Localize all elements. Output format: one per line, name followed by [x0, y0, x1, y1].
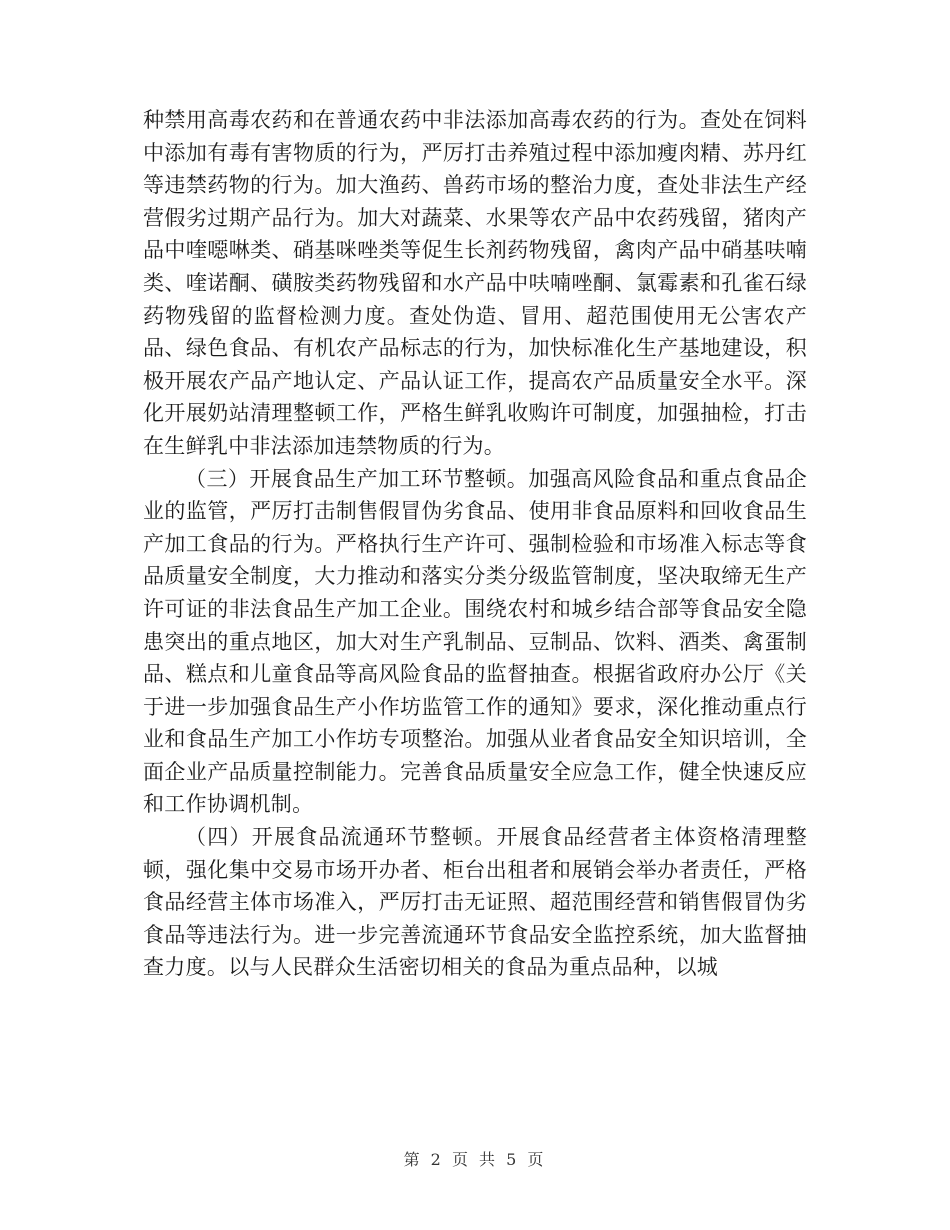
paragraph-continued: 种禁用高毒农药和在普通农药中非法添加高毒农药的行为。查处在饲料中添加有毒有害物质的行为，严厉打击养殖过程中添加瘦肉精、苏丹红等违禁药物的行为。加大渔药、兽药市场的整治力度，查处非法生产经营假劣过期产品行为。加大对蔬菜、水果等农产品中农药残留，猪肉产品中喹噁啉类、硝基咪唑类等促生长剂药物残留，禽肉产品中硝基呋喃类、喹诺酮、磺胺类药物残留和水产品中呋喃唑酮、氯霉素和孔雀石绿药物残留的监督检测力度。查处伪造、冒用、超范围使用无公害农产品、绿色食品、有机农产品标志的行为，加快标准化生产基地建设，积极开展农产品产地认定、产品认证工作，提高农产品质量安全水平。深化开展奶站清理整顿工作，严格生鲜乳收购许可制度，加强抽检，打击在生鲜乳中非法添加违禁物质的行为。 — [143, 108, 807, 458]
page-footer — [0, 1147, 950, 1170]
body-text — [143, 104, 807, 984]
paragraph-section-4: （四）开展食品流通环节整顿。开展食品经营者主体资格清理整顿，强化集中交易市场开办者、柜台出租者和展销会举办者责任，严格食品经营主体市场准入，严厉打击无证照、超范围经营和销售假冒伪劣食品等违法行为。进一步完善流通环节食品安全监控系统，加大监督抽查力度。以与人民群众生活密切相关的食品为重点品种，以城 — [143, 825, 807, 980]
page-number-label: 第 2 页 共 5 页 — [403, 1150, 547, 1169]
paragraph-section-3: （三）开展食品生产加工环节整顿。加强高风险食品和重点食品企业的监管，严厉打击制售假冒伪劣食品、使用非食品原料和回收食品生产加工食品的行为。严格执行生产许可、强制检验和市场准入标志等食品质量安全制度，大力推动和落实分类分级监管制度，坚决取缔无生产许可证的非法食品生产加工企业。围绕农村和城乡结合部等食品安全隐患突出的重点地区，加大对生产乳制品、豆制品、饮料、酒类、禽蛋制品、糕点和儿童食品等高风险食品的监督抽查。根据省政府办公厅《关于进一步加强食品生产小作坊监管工作的通知》要求，深化推动重点行业和食品生产加工小作坊专项整治。加强从业者食品安全知识培训，全面企业产品质量控制能力。完善食品质量安全应急工作，健全快速反应和工作协调机制。 — [143, 466, 807, 817]
